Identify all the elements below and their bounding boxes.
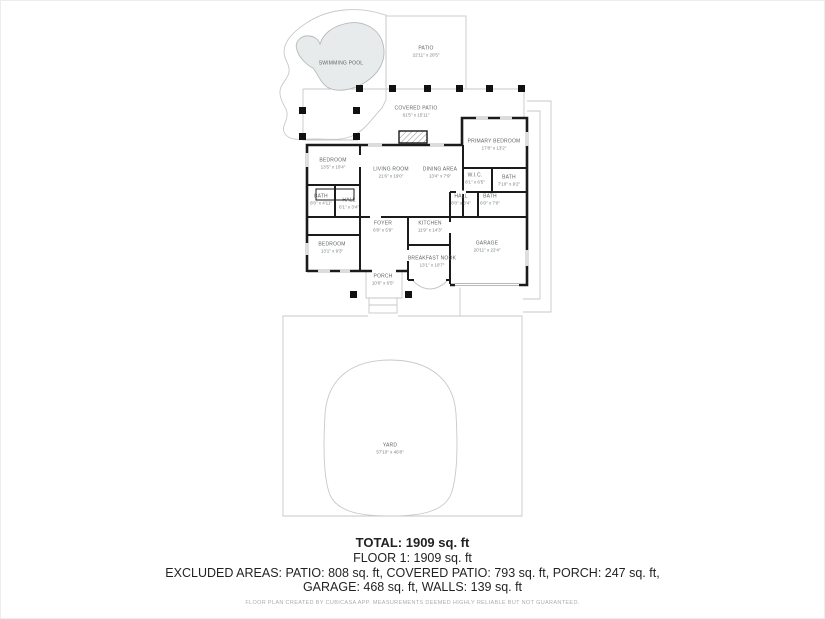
yard-outline xyxy=(283,316,522,516)
yard-lawn-shape xyxy=(324,360,457,516)
room-name: PORCH xyxy=(373,273,393,280)
label-wic xyxy=(465,173,485,186)
label-hall-right xyxy=(451,194,471,207)
room-name: HALL xyxy=(454,193,468,200)
room-dims: 21'6" x 19'0" xyxy=(378,173,404,179)
room-name: BEDROOM xyxy=(318,241,346,248)
excluded-areas-line1: EXCLUDED AREAS: PATIO: 808 sq. ft, COVERED PATIO: 793 sq. ft, PORCH: 247 sq. ft, xyxy=(165,565,660,580)
room-dims: 8'0" x 3'4" xyxy=(451,200,471,206)
porch-steps xyxy=(369,298,397,313)
room-dims: 6'0" x 7'0" xyxy=(480,200,500,206)
room-dims: 22'11" x 20'5" xyxy=(412,52,440,58)
label-living-room xyxy=(373,167,409,180)
label-bath-primary xyxy=(498,175,520,188)
label-patio xyxy=(413,46,440,59)
room-name: YARD xyxy=(382,442,398,449)
label-porch xyxy=(372,274,394,287)
room-name: GARAGE xyxy=(475,240,499,247)
room-dims: 6'1" x 3'4" xyxy=(339,204,359,210)
swimming-pool-shape xyxy=(296,23,384,91)
room-dims: 8'1" x 6'5" xyxy=(465,179,485,185)
disclaimer-text: FLOOR PLAN CREATED BY CUBICASA APP. MEASUREMENTS DEEMED HIGHLY RELIABLE BUT NOT GUARANTEED. xyxy=(245,600,580,606)
label-bedroom-1 xyxy=(319,158,346,171)
room-dims: 57'10" x 46'8" xyxy=(376,449,404,455)
room-name: BEDROOM xyxy=(319,157,347,164)
room-name: BREAKFAST NOOK xyxy=(407,255,457,262)
label-bedroom-2 xyxy=(318,242,345,255)
room-name: DINING AREA xyxy=(422,166,458,173)
room-name: SWIMMING POOL xyxy=(318,60,364,67)
label-swimming-pool xyxy=(319,61,364,68)
area-summary xyxy=(0,536,825,595)
room-dims: 13'4" x 7'9" xyxy=(428,173,452,179)
label-garage xyxy=(474,241,501,254)
label-dining-area xyxy=(423,167,457,180)
room-name: HALL xyxy=(342,197,356,204)
room-dims: 13'1" x 9'3" xyxy=(320,248,344,254)
room-dims: 13'1" x 10'7" xyxy=(419,262,445,268)
label-bath-2 xyxy=(480,194,500,207)
room-dims: 17'8" x 13'2" xyxy=(481,145,507,151)
room-dims: 6'8" x 5'9" xyxy=(373,227,393,233)
bay-window-arc xyxy=(413,281,447,289)
label-hall-left xyxy=(339,198,359,211)
room-name: BATH xyxy=(502,174,516,181)
floor-area-text: FLOOR 1: 1909 sq. ft xyxy=(353,550,472,565)
room-name: LIVING ROOM xyxy=(373,166,409,173)
label-foyer xyxy=(373,221,393,234)
room-dims: 7'10" x 9'2" xyxy=(497,181,521,187)
label-kitchen xyxy=(418,221,442,234)
room-name: KITCHEN xyxy=(418,220,442,227)
label-breakfast-nook xyxy=(408,256,456,269)
room-name: FOYER xyxy=(373,220,393,227)
garage-door xyxy=(455,282,519,288)
room-dims: 8'0" x 4'11" xyxy=(310,200,332,206)
room-dims: 20'11" x 22'4" xyxy=(473,247,501,253)
room-name: BATH xyxy=(483,193,497,200)
room-dims: 11'9" x 14'3" xyxy=(417,227,443,233)
label-yard xyxy=(376,443,403,456)
outdoor-fireplace xyxy=(399,131,427,143)
total-area-text: TOTAL: 1909 sq. ft xyxy=(355,535,470,550)
room-name: COVERED PATIO xyxy=(394,105,438,112)
room-dims: 61'5" x 15'11" xyxy=(402,112,430,118)
excluded-areas-line2: GARAGE: 468 sq. ft, WALLS: 139 sq. ft xyxy=(302,580,523,595)
label-covered-patio xyxy=(395,106,438,119)
room-name: PATIO xyxy=(418,45,434,52)
label-bath-left xyxy=(310,194,332,207)
room-name: PRIMARY BEDROOM xyxy=(467,138,521,145)
label-primary-bedroom xyxy=(468,139,521,152)
room-dims: 13'5" x 10'4" xyxy=(320,164,346,170)
room-dims: 10'0" x 6'5" xyxy=(371,280,395,286)
room-name: W.I.C. xyxy=(467,172,483,179)
room-name: BATH xyxy=(314,193,328,200)
